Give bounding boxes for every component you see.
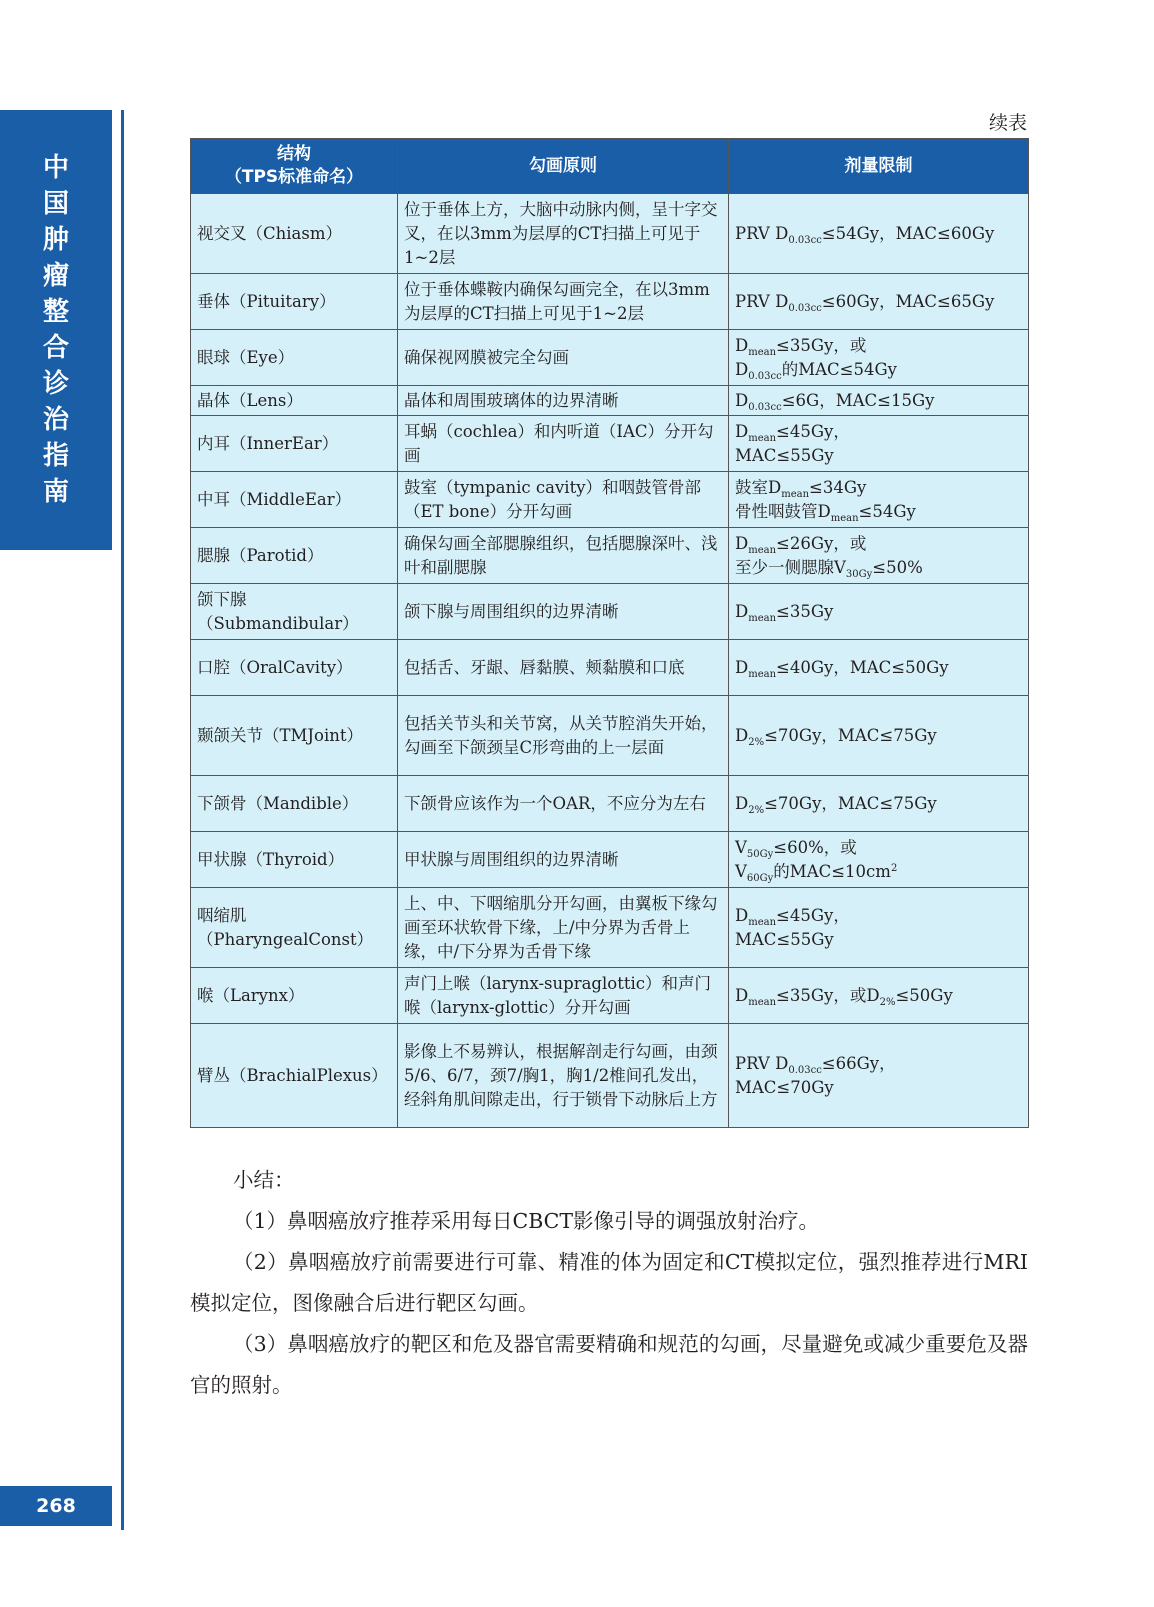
cell-dose [729, 776, 1029, 832]
table-row [191, 696, 1029, 776]
dose-subscript: 2% [748, 736, 765, 748]
cell-dose [729, 386, 1029, 416]
cell-principle: 晶体和周围玻璃体的边界清晰 [398, 386, 729, 416]
dose-text: ≤6G，MAC≤15Gy [781, 390, 935, 410]
cell-principle: 确保视网膜被完全勾画 [398, 330, 729, 386]
cell-structure: 口腔（OralCavity） [191, 640, 398, 696]
book-title-char: 整 [42, 297, 69, 327]
cell-structure: 喉（Larynx） [191, 968, 398, 1024]
cell-dose [729, 416, 1029, 472]
cell-dose [729, 472, 1029, 528]
cell-principle: 颌下腺与周围组织的边界清晰 [398, 584, 729, 640]
dose-text: ≤45Gy， [776, 421, 850, 441]
page-number: 268 [0, 1486, 112, 1526]
table-row [191, 776, 1029, 832]
book-title-char: 中 [42, 153, 69, 183]
book-title-char: 合 [42, 333, 69, 363]
cell-structure: 晶体（Lens） [191, 386, 398, 416]
cell-principle: 甲状腺与周围组织的边界清晰 [398, 832, 729, 888]
dose-text: PRV D [735, 223, 789, 243]
summary-item: （3）鼻咽癌放疗的靶区和危及器官需要精确和规范的勾画，尽量避免或减少重要危及器官的照射。 [190, 1332, 1028, 1397]
cell-structure: 臂丛（BrachialPlexus） [191, 1024, 398, 1128]
book-title-char: 南 [42, 477, 69, 507]
table-row [191, 1024, 1029, 1128]
dose-subscript: 2% [879, 996, 896, 1008]
book-title-vertical [0, 150, 112, 510]
table-row [191, 386, 1029, 416]
summary-item: （1）鼻咽癌放疗推荐采用每日CBCT影像引导的调强放射治疗。 [233, 1209, 820, 1233]
cell-dose [729, 528, 1029, 584]
dose-text: D [735, 359, 749, 379]
dose-subscript: 2% [748, 804, 765, 816]
header-structure-line1: 结构 [277, 144, 311, 164]
header-structure [191, 139, 398, 194]
dose-text: ≤54Gy，MAC≤60Gy [821, 223, 995, 243]
cell-structure: 垂体（Pituitary） [191, 274, 398, 330]
table-row [191, 640, 1029, 696]
cell-dose [729, 274, 1029, 330]
book-title-char: 指 [42, 441, 69, 471]
dose-subscript: mean [748, 346, 777, 358]
dose-text: MAC≤70Gy [735, 1077, 834, 1097]
dose-subscript: mean [748, 432, 777, 444]
dose-text: 骨性咽鼓管D [735, 501, 831, 521]
cell-structure: 视交叉（Chiasm） [191, 194, 398, 274]
dose-subscript: 50Gy [746, 848, 774, 860]
cell-structure: 咽缩肌（PharyngealConst） [191, 888, 398, 968]
dose-subscript: 0.03cc [748, 370, 782, 382]
cell-principle: 下颌骨应该作为一个OAR，不应分为左右 [398, 776, 729, 832]
cell-principle: 包括舌、牙龈、唇黏膜、颊黏膜和口底 [398, 640, 729, 696]
table-header-row [191, 139, 1029, 194]
table-row [191, 472, 1029, 528]
dose-text: ≤66Gy， [821, 1053, 896, 1073]
table-row [191, 274, 1029, 330]
cell-dose [729, 584, 1029, 640]
dose-text: ≤35Gy，或D [776, 985, 880, 1005]
dose-subscript: mean [748, 612, 777, 624]
dose-text: V [735, 861, 747, 881]
dose-text: 鼓室D [735, 477, 782, 497]
dose-text: ≤60Gy，MAC≤65Gy [821, 291, 995, 311]
dose-text: D [735, 657, 749, 677]
cell-structure: 甲状腺（Thyroid） [191, 832, 398, 888]
dose-text: MAC≤55Gy [735, 445, 834, 465]
cell-dose [729, 696, 1029, 776]
dose-text: PRV D [735, 291, 789, 311]
dose-text: ≤35Gy [776, 601, 834, 621]
summary-item: （2）鼻咽癌放疗前需要进行可靠、精准的体为固定和CT模拟定位，强烈推荐进行MRI模拟定位，图像融合后进行靶区勾画。 [190, 1250, 1028, 1315]
header-dose: 剂量限制 [729, 139, 1029, 194]
cell-principle: 影像上不易辨认，根据解剖走行勾画，由颈5/6、6/7，颈7/胸1，胸1/2椎间孔发出，经斜角肌间隙走出，行于锁骨下动脉后上方 [398, 1024, 729, 1128]
dose-text: PRV D [735, 1053, 789, 1073]
book-title-char: 治 [42, 405, 69, 435]
dose-text: 的MAC≤54Gy [781, 359, 897, 379]
dose-text: ≤70Gy，MAC≤75Gy [764, 725, 937, 745]
cell-dose [729, 640, 1029, 696]
dose-subscript: mean [748, 996, 777, 1008]
margin-rule [121, 110, 124, 1530]
dose-text: MAC≤55Gy [735, 929, 834, 949]
dose-text: ≤26Gy，或 [776, 533, 867, 553]
dose-subscript: 30Gy [845, 568, 873, 580]
book-title-char: 肿 [42, 225, 69, 255]
cell-dose [729, 1024, 1029, 1128]
header-structure-line2: （TPS标准命名） [224, 167, 364, 187]
cell-dose [729, 968, 1029, 1024]
table-row [191, 832, 1029, 888]
cell-principle: 上、中、下咽缩肌分开勾画，由翼板下缘勾画至环状软骨下缘，上/中分界为舌骨上缘，中/下分界为舌骨下缘 [398, 888, 729, 968]
dose-text: ≤40Gy，MAC≤50Gy [776, 657, 949, 677]
summary-heading: 小结： [233, 1168, 295, 1192]
table-row [191, 968, 1029, 1024]
cell-structure: 腮腺（Parotid） [191, 528, 398, 584]
table-row [191, 194, 1029, 274]
table-row [191, 528, 1029, 584]
dose-text: D [735, 533, 749, 553]
summary-section [190, 1160, 1028, 1406]
dose-text: D [735, 793, 749, 813]
book-title-char: 瘤 [42, 261, 69, 291]
cell-structure: 内耳（InnerEar） [191, 416, 398, 472]
header-principle: 勾画原则 [398, 139, 729, 194]
cell-principle: 鼓室（tympanic cavity）和咽鼓管骨部（ET bone）分开勾画 [398, 472, 729, 528]
cell-dose [729, 194, 1029, 274]
dose-subscript: mean [748, 668, 777, 680]
dose-subscript: 0.03cc [788, 1064, 822, 1076]
dose-text: ≤60%，或 [773, 837, 857, 857]
dose-text: D [735, 601, 749, 621]
table-row [191, 330, 1029, 386]
cell-structure: 中耳（MiddleEar） [191, 472, 398, 528]
dose-subscript: 0.03cc [748, 401, 782, 413]
table-row [191, 584, 1029, 640]
dose-subscript: mean [830, 512, 859, 524]
dose-text: ≤50Gy [895, 985, 953, 1005]
cell-structure: 颌下腺（Submandibular） [191, 584, 398, 640]
cell-principle: 确保勾画全部腮腺组织，包括腮腺深叶、浅叶和副腮腺 [398, 528, 729, 584]
dose-text: V [735, 837, 747, 857]
cell-principle: 位于垂体蝶鞍内确保勾画完全，在以3mm为层厚的CT扫描上可见于1~2层 [398, 274, 729, 330]
continued-label: 续表 [988, 112, 1027, 134]
dose-subscript: mean [748, 916, 777, 928]
dose-text: D [735, 335, 749, 355]
dose-text: 的MAC≤10cm [773, 861, 891, 881]
dose-text: ≤70Gy，MAC≤75Gy [764, 793, 937, 813]
book-title-char: 诊 [42, 369, 69, 399]
dose-text: D [735, 985, 749, 1005]
dose-subscript: 0.03cc [788, 234, 822, 246]
cell-structure: 眼球（Eye） [191, 330, 398, 386]
dose-text: D [735, 421, 749, 441]
dose-text: D [735, 390, 749, 410]
cell-structure: 下颌骨（Mandible） [191, 776, 398, 832]
dose-text: D [735, 905, 749, 925]
dose-subscript: 60Gy [746, 872, 774, 884]
dose-subscript: 0.03cc [788, 302, 822, 314]
cell-dose [729, 888, 1029, 968]
cell-dose [729, 832, 1029, 888]
dose-text: ≤34Gy [809, 477, 867, 497]
dose-text: ≤35Gy，或 [776, 335, 867, 355]
dose-text: 至少一侧腮腺V [735, 557, 846, 577]
dose-text: ≤54Gy [858, 501, 916, 521]
cell-dose [729, 330, 1029, 386]
table-row [191, 416, 1029, 472]
oar-table [190, 138, 1029, 1128]
book-title-char: 国 [42, 189, 69, 219]
dose-subscript: mean [781, 488, 810, 500]
cell-principle: 耳蜗（cochlea）和内听道（IAC）分开勾画 [398, 416, 729, 472]
cell-principle: 包括关节头和关节窝，从关节腔消失开始，勾画至下颌颈呈C形弯曲的上一层面 [398, 696, 729, 776]
dose-text: ≤45Gy， [776, 905, 850, 925]
dose-text: ≤50% [872, 557, 923, 577]
cell-principle: 声门上喉（larynx-supraglottic）和声门喉（larynx-glottic）分开勾画 [398, 968, 729, 1024]
table-body [191, 194, 1029, 1128]
dose-subscript: mean [748, 544, 777, 556]
cell-structure: 颞颌关节（TMJoint） [191, 696, 398, 776]
dose-text: D [735, 725, 749, 745]
cell-principle: 位于垂体上方，大脑中动脉内侧，呈十字交叉，在以3mm为层厚的CT扫描上可见于1~2层 [398, 194, 729, 274]
table-row [191, 888, 1029, 968]
dose-superscript: 2 [890, 862, 898, 874]
